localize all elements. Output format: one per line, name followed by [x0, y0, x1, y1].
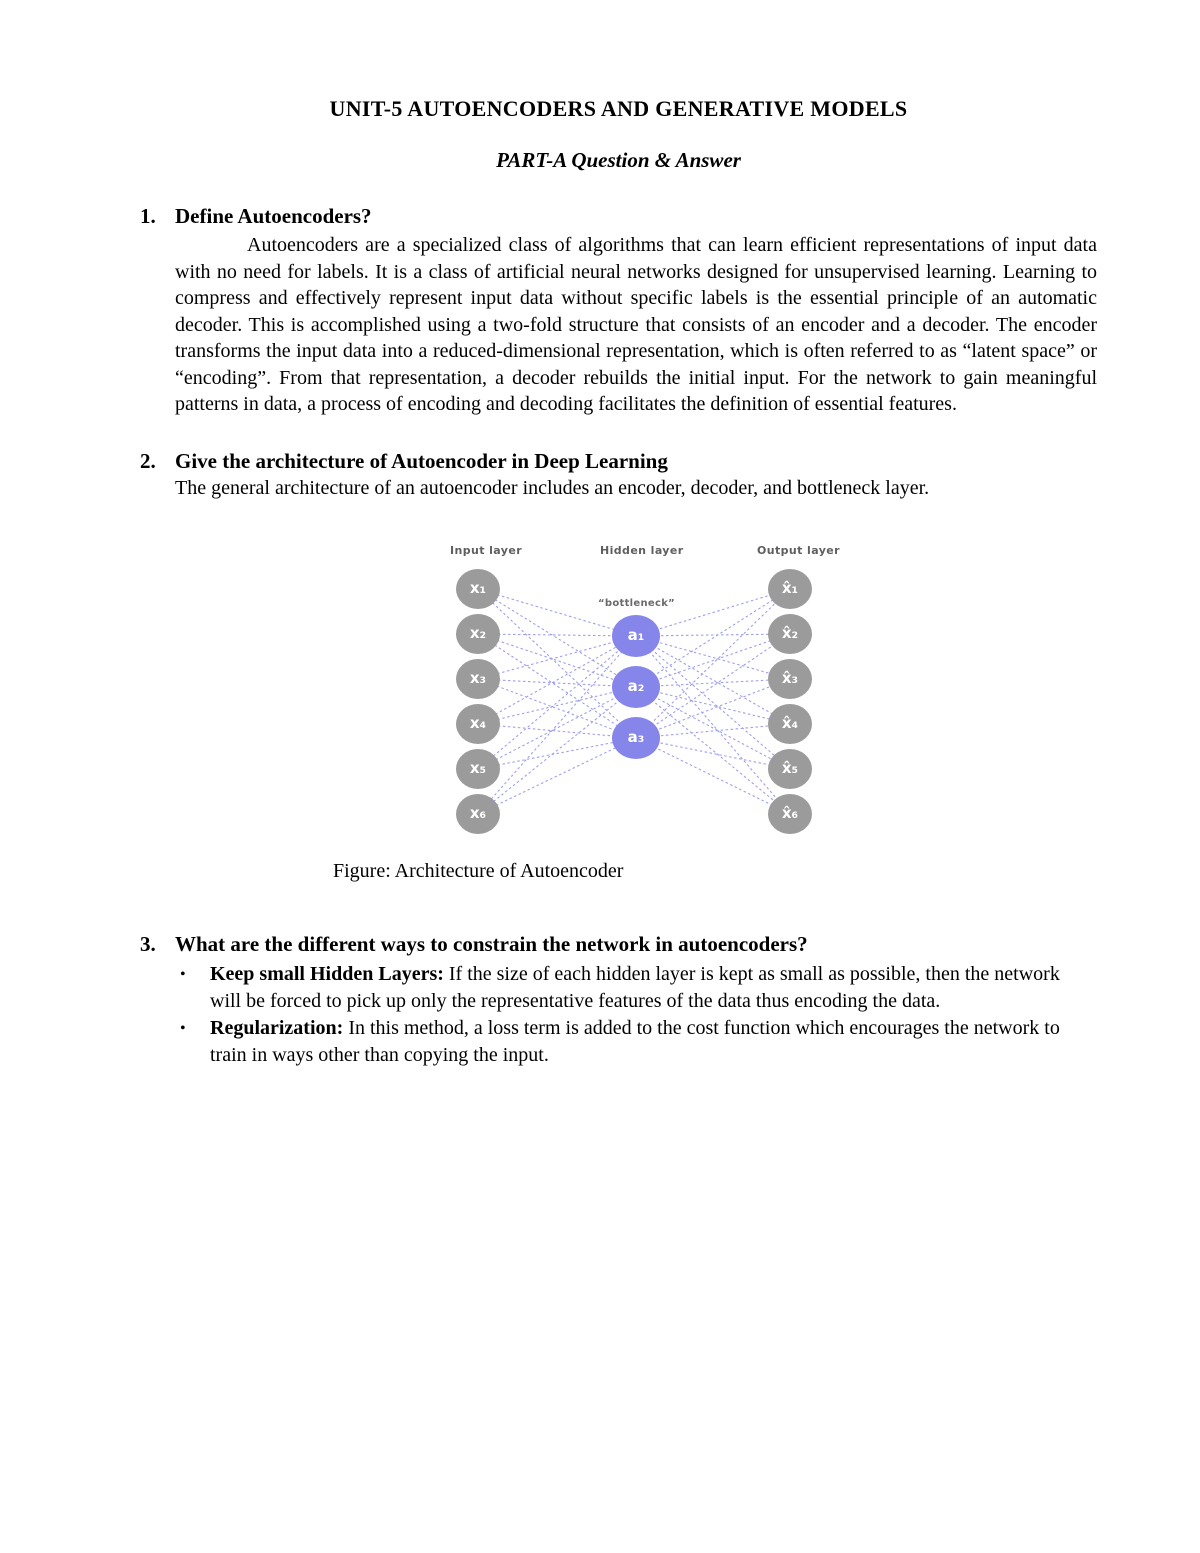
output-node-x4: x̂₄: [768, 704, 812, 744]
input-node-x5: x₅: [456, 749, 500, 789]
input-node-x2: x₂: [456, 614, 500, 654]
question-2-answer: The general architecture of an autoencoder includes an encoder, decoder, and bottleneck layer.: [175, 476, 930, 499]
question-1-number: 1.: [140, 204, 156, 228]
bullet-rest: In this method, a loss term is added to the cost function which encourages the network to train in ways other than copying the input.: [210, 1016, 1060, 1066]
bullet-text: [210, 961, 1065, 1015]
question-2: [140, 448, 1097, 502]
output-node-x3: x̂₃: [768, 659, 812, 699]
output-node-x1: x̂₁: [768, 569, 812, 609]
hidden-node-a2: a₂: [612, 666, 660, 708]
bullet-icon: •: [180, 1019, 186, 1037]
input-node-x4: x₄: [456, 704, 500, 744]
hidden-layer-label: Hidden layer: [600, 543, 684, 557]
hidden-node-a1: a₁: [612, 615, 660, 657]
output-node-x6: x̂₆: [768, 794, 812, 834]
question-2-number: 2.: [140, 448, 156, 473]
question-1-heading: [140, 203, 1097, 230]
input-node-x6: x₆: [456, 794, 500, 834]
question-1: [140, 203, 1097, 418]
output-node-x5: x̂₅: [768, 749, 812, 789]
bullet-text: [210, 1015, 1065, 1069]
constraint-methods-list: [180, 961, 1097, 1069]
list-item: [180, 1015, 1097, 1069]
bullet-icon: •: [180, 965, 186, 983]
input-node-x1: x₁: [456, 569, 500, 609]
figure-caption: Figure: Architecture of Autoencoder: [333, 859, 624, 882]
question-3-heading: [140, 931, 1097, 958]
question-1-answer: Autoencoders are a specialized class of algorithms that can learn efficient representations of input data with no need for labels. It is a class of artificial neural networks designed for unsupervised learning. Learning to compress and effectively represent input data without specific labels is the essential principle of an automatic decoder. This is accomplished using a two-fold structure that consists of an encoder and a decoder. The encoder transforms the input data into a reduced-dimensional representation, which is often referred to as “latent space” or “encoding”. From that representation, a decoder rebuilds the initial input. For the network to gain meaningful patterns in data, a process of encoding and decoding facilitates the definition of essential features.: [175, 234, 1097, 415]
autoencoder-architecture-figure: [440, 544, 840, 844]
input-node-x3: x₃: [456, 659, 500, 699]
question-2-heading: [140, 448, 1097, 475]
page-subtitle: PART-A Question & Answer: [496, 148, 741, 172]
input-layer-label: Input layer: [450, 543, 523, 557]
question-3-title: What are the different ways to constrain the network in autoencoders?: [175, 931, 808, 956]
bullet-lead: Keep small Hidden Layers:: [210, 962, 444, 985]
page-title: UNIT-5 AUTOENCODERS AND GENERATIVE MODELS: [329, 96, 908, 121]
list-item: [180, 961, 1097, 1015]
question-2-title: Give the architecture of Autoencoder in Deep Learning: [175, 448, 668, 473]
question-3-number: 3.: [140, 931, 156, 956]
question-3: [140, 931, 1097, 1069]
bullet-rest: If the size of each hidden layer is kept as small as possible, then the network will be forced to pick up only the representative features of the data thus encoding the data.: [210, 962, 1060, 1012]
question-1-title: Define Autoencoders?: [175, 204, 372, 228]
hidden-node-a3: a₃: [612, 717, 660, 759]
output-layer-label: Output layer: [757, 543, 840, 557]
output-node-x2: x̂₂: [768, 614, 812, 654]
bottleneck-label: “bottleneck”: [598, 597, 676, 609]
bullet-lead: Regularization:: [210, 1016, 344, 1039]
